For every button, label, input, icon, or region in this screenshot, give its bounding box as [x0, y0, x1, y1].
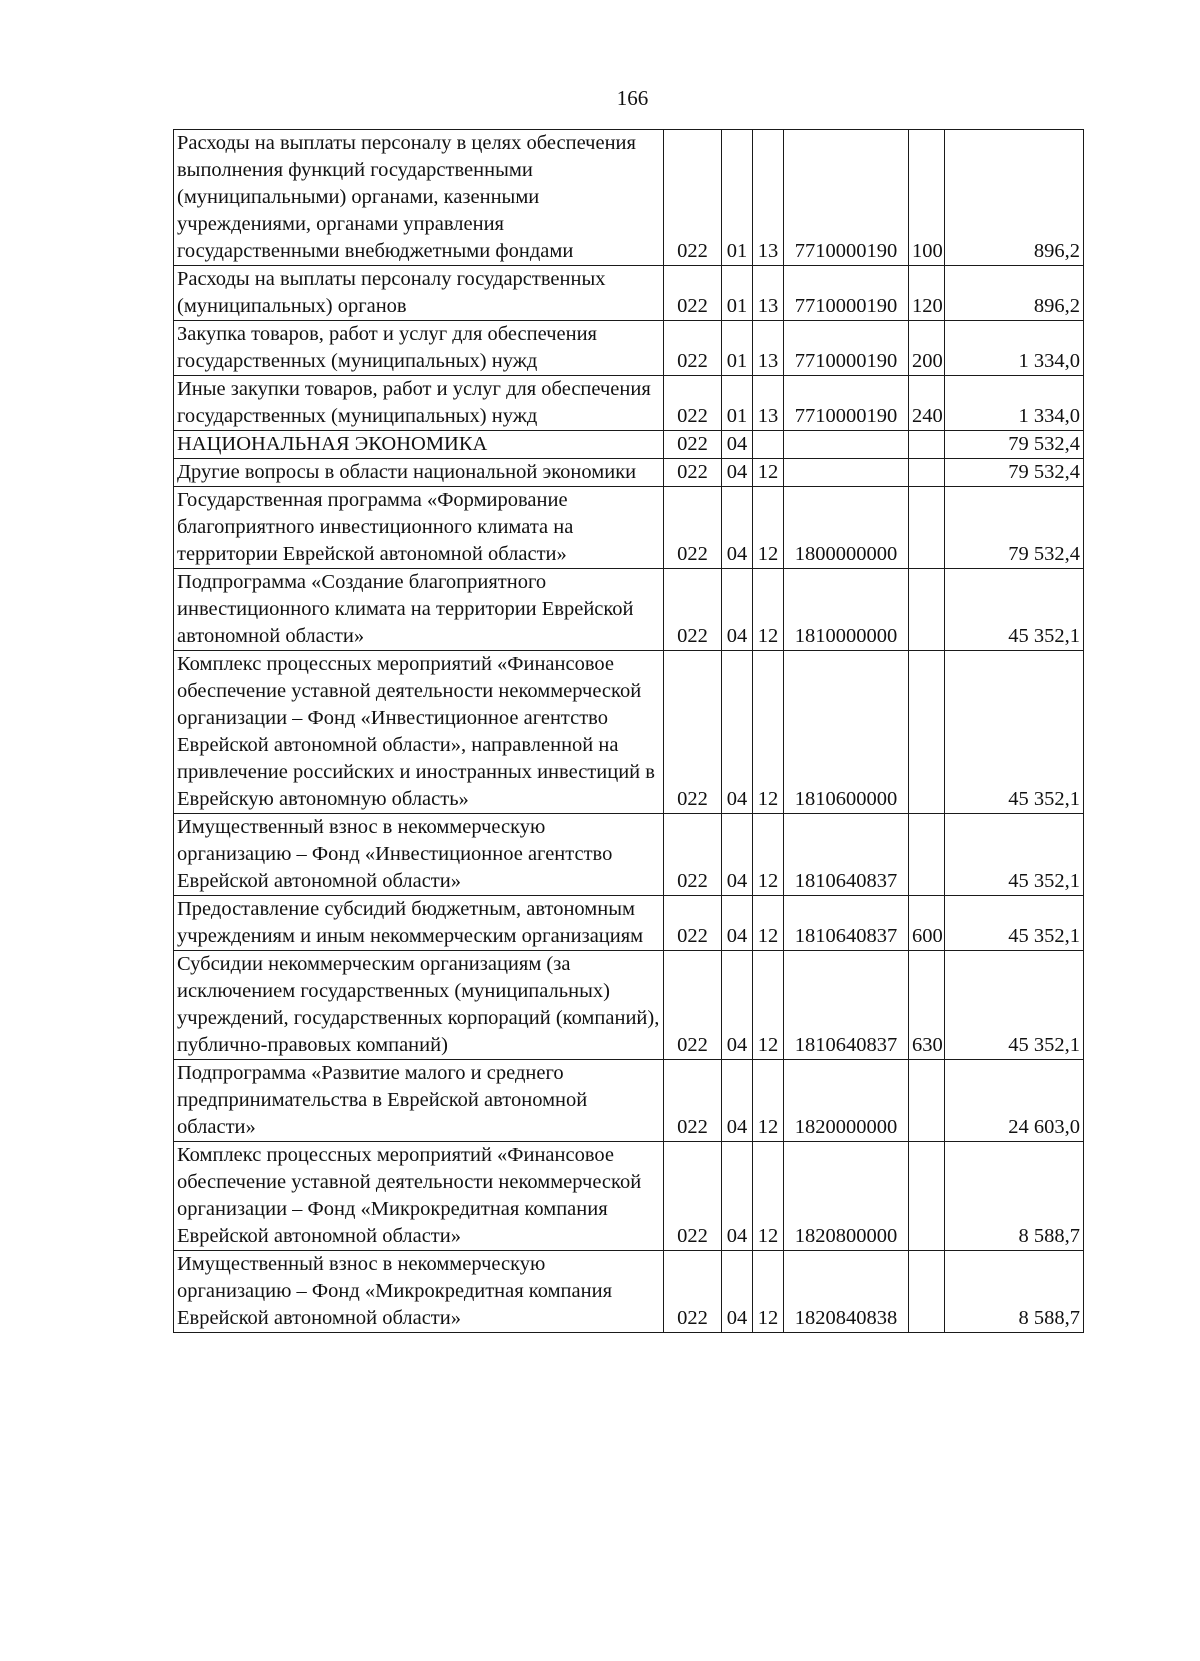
department-code-cell: 022 [664, 814, 722, 896]
target-article-code-cell: 7710000190 [784, 130, 909, 266]
amount-cell: 79 532,4 [945, 431, 1084, 459]
table-row [174, 569, 1084, 651]
department-code-cell: 022 [664, 266, 722, 321]
department-code-cell: 022 [664, 1060, 722, 1142]
subsection-code-cell: 12 [753, 487, 784, 569]
section-code-cell: 04 [722, 569, 753, 651]
table-row [174, 896, 1084, 951]
department-code-cell: 022 [664, 321, 722, 376]
target-article-code-cell: 7710000190 [784, 321, 909, 376]
department-code-cell: 022 [664, 130, 722, 266]
amount-cell: 8 588,7 [945, 1142, 1084, 1251]
amount-cell: 79 532,4 [945, 459, 1084, 487]
department-code-cell: 022 [664, 376, 722, 431]
subsection-code-cell: 12 [753, 651, 784, 814]
department-code-cell: 022 [664, 569, 722, 651]
department-code-cell: 022 [664, 431, 722, 459]
table-row [174, 1251, 1084, 1333]
amount-cell: 45 352,1 [945, 569, 1084, 651]
section-code-cell: 04 [722, 951, 753, 1060]
table-row [174, 130, 1084, 266]
department-code-cell: 022 [664, 951, 722, 1060]
page-number: 166 [616, 86, 649, 110]
target-article-code-cell: 1820000000 [784, 1060, 909, 1142]
expense-type-code-cell [909, 569, 945, 651]
expense-type-code-cell [909, 1251, 945, 1333]
expense-name-cell: Комплекс процессных мероприятий «Финансовое обеспечение уставной деятельности некоммерческой организации – Фонд «Инвестиционное агентство Еврейской автономной области», направленной на привлечение российских и иностранных инвестиций в Еврейскую автономную область» [174, 651, 664, 814]
target-article-code-cell: 1800000000 [784, 487, 909, 569]
budget-table-body [174, 130, 1084, 1333]
amount-cell: 45 352,1 [945, 814, 1084, 896]
subsection-code-cell: 13 [753, 321, 784, 376]
amount-cell: 1 334,0 [945, 376, 1084, 431]
section-code-cell: 01 [722, 130, 753, 266]
target-article-code-cell [784, 459, 909, 487]
expense-name-cell: НАЦИОНАЛЬНАЯ ЭКОНОМИКА [174, 431, 664, 459]
target-article-code-cell: 1810640837 [784, 896, 909, 951]
expense-name-cell: Подпрограмма «Создание благоприятного инвестиционного климата на территории Еврейской автономной области» [174, 569, 664, 651]
section-code-cell: 01 [722, 321, 753, 376]
expense-name-cell: Другие вопросы в области национальной экономики [174, 459, 664, 487]
section-code-cell: 01 [722, 376, 753, 431]
section-code-cell: 04 [722, 651, 753, 814]
section-code-cell: 04 [722, 1060, 753, 1142]
expense-name-cell: Подпрограмма «Развитие малого и среднего предпринимательства в Еврейской автономной области» [174, 1060, 664, 1142]
expense-type-code-cell: 200 [909, 321, 945, 376]
target-article-code-cell: 1810640837 [784, 814, 909, 896]
expense-name-cell: Субсидии некоммерческим организациям (за исключением государственных (муниципальных) учреждений, государственных корпораций (компаний), публично-правовых компаний) [174, 951, 664, 1060]
target-article-code-cell: 1820840838 [784, 1251, 909, 1333]
subsection-code-cell: 12 [753, 459, 784, 487]
expense-type-code-cell [909, 1060, 945, 1142]
section-code-cell: 04 [722, 1142, 753, 1251]
target-article-code-cell: 1810640837 [784, 951, 909, 1060]
amount-cell: 45 352,1 [945, 951, 1084, 1060]
expense-name-cell: Имущественный взнос в некоммерческую организацию – Фонд «Микрокредитная компания Еврейской автономной области» [174, 1251, 664, 1333]
subsection-code-cell: 12 [753, 1251, 784, 1333]
table-row [174, 814, 1084, 896]
subsection-code-cell: 13 [753, 130, 784, 266]
subsection-code-cell: 12 [753, 814, 784, 896]
expense-type-code-cell [909, 1142, 945, 1251]
amount-cell: 45 352,1 [945, 896, 1084, 951]
subsection-code-cell: 12 [753, 569, 784, 651]
section-code-cell: 04 [722, 896, 753, 951]
subsection-code-cell: 13 [753, 266, 784, 321]
amount-cell: 1 334,0 [945, 321, 1084, 376]
table-row [174, 651, 1084, 814]
expense-type-code-cell [909, 651, 945, 814]
section-code-cell: 04 [722, 814, 753, 896]
expense-name-cell: Предоставление субсидий бюджетным, автономным учреждениям и иным некоммерческим организациям [174, 896, 664, 951]
target-article-code-cell [784, 431, 909, 459]
expense-name-cell: Иные закупки товаров, работ и услуг для обеспечения государственных (муниципальных) нужд [174, 376, 664, 431]
table-row [174, 376, 1084, 431]
table-row [174, 431, 1084, 459]
table-row [174, 1142, 1084, 1251]
table-row [174, 487, 1084, 569]
table-row [174, 321, 1084, 376]
department-code-cell: 022 [664, 459, 722, 487]
subsection-code-cell: 12 [753, 1060, 784, 1142]
expense-type-code-cell: 120 [909, 266, 945, 321]
budget-table [173, 129, 1084, 1333]
expense-name-cell: Расходы на выплаты персоналу в целях обеспечения выполнения функций государственными (муниципальными) органами, казенными учреждениями, органами управления государственными внебюджетными фондами [174, 130, 664, 266]
expense-type-code-cell: 100 [909, 130, 945, 266]
department-code-cell: 022 [664, 1142, 722, 1251]
department-code-cell: 022 [664, 651, 722, 814]
expense-type-code-cell [909, 459, 945, 487]
table-row [174, 951, 1084, 1060]
subsection-code-cell: 13 [753, 376, 784, 431]
expense-name-cell: Государственная программа «Формирование благоприятного инвестиционного климата на территории Еврейской автономной области» [174, 487, 664, 569]
target-article-code-cell: 7710000190 [784, 266, 909, 321]
amount-cell: 79 532,4 [945, 487, 1084, 569]
amount-cell: 8 588,7 [945, 1251, 1084, 1333]
subsection-code-cell [753, 431, 784, 459]
expense-type-code-cell: 240 [909, 376, 945, 431]
subsection-code-cell: 12 [753, 896, 784, 951]
department-code-cell: 022 [664, 487, 722, 569]
section-code-cell: 04 [722, 1251, 753, 1333]
expense-name-cell: Закупка товаров, работ и услуг для обеспечения государственных (муниципальных) нужд [174, 321, 664, 376]
section-code-cell: 04 [722, 431, 753, 459]
subsection-code-cell: 12 [753, 1142, 784, 1251]
target-article-code-cell: 1810600000 [784, 651, 909, 814]
target-article-code-cell: 7710000190 [784, 376, 909, 431]
subsection-code-cell: 12 [753, 951, 784, 1060]
section-code-cell: 04 [722, 459, 753, 487]
section-code-cell: 04 [722, 487, 753, 569]
amount-cell: 896,2 [945, 130, 1084, 266]
department-code-cell: 022 [664, 1251, 722, 1333]
expense-type-code-cell: 600 [909, 896, 945, 951]
expense-name-cell: Комплекс процессных мероприятий «Финансовое обеспечение уставной деятельности некоммерческой организации – Фонд «Микрокредитная компания Еврейской автономной области» [174, 1142, 664, 1251]
expense-type-code-cell [909, 487, 945, 569]
table-row [174, 459, 1084, 487]
target-article-code-cell: 1810000000 [784, 569, 909, 651]
expense-type-code-cell: 630 [909, 951, 945, 1060]
amount-cell: 45 352,1 [945, 651, 1084, 814]
section-code-cell: 01 [722, 266, 753, 321]
expense-type-code-cell [909, 431, 945, 459]
amount-cell: 24 603,0 [945, 1060, 1084, 1142]
expense-type-code-cell [909, 814, 945, 896]
expense-name-cell: Расходы на выплаты персоналу государственных (муниципальных) органов [174, 266, 664, 321]
table-row [174, 266, 1084, 321]
expense-name-cell: Имущественный взнос в некоммерческую организацию – Фонд «Инвестиционное агентство Еврейской автономной области» [174, 814, 664, 896]
table-row [174, 1060, 1084, 1142]
target-article-code-cell: 1820800000 [784, 1142, 909, 1251]
amount-cell: 896,2 [945, 266, 1084, 321]
department-code-cell: 022 [664, 896, 722, 951]
